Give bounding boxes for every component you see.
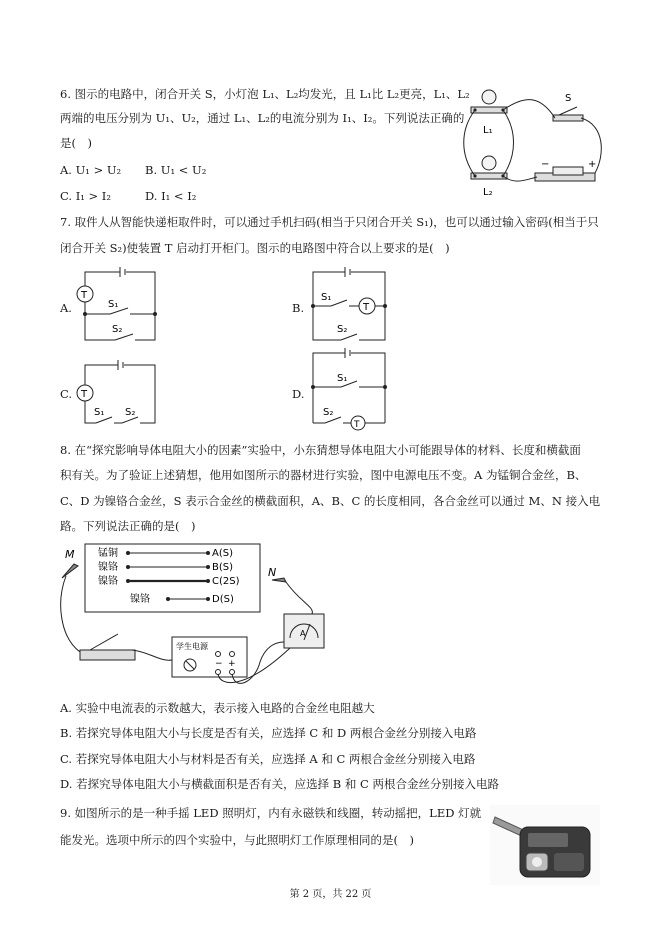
svg-text:S₁: S₁ xyxy=(94,407,105,418)
switch-s-icon xyxy=(553,107,583,121)
clip-m-icon xyxy=(62,564,78,578)
q7-circuit-a xyxy=(70,262,170,347)
q8-option-a: A. 实验中电流表的示数越大，表示接入电路的合金丝电阻越大 xyxy=(60,701,375,715)
q7-circuit-d xyxy=(303,345,398,435)
label-l1: L₁ xyxy=(483,125,493,136)
q8-option-b: B. 若探究导体电阻大小与长度是否有关，应选择 C 和 D 两根合金丝分别接入电路 xyxy=(60,726,477,740)
wire-c-material: 镍铬 xyxy=(98,576,118,587)
q6-circuit-figure xyxy=(455,85,615,200)
svg-text:S₂: S₂ xyxy=(323,407,334,418)
q6-stem-line1: 6. 图示的电路中，闭合开关 S，小灯泡 L₁、L₂均发光，且 L₁比 L₂更亮，L₁、L₂ xyxy=(60,87,470,101)
label-l2: L₂ xyxy=(483,187,493,198)
battery-plus: + xyxy=(588,159,597,170)
q6-option-a: A. U₁ > U₂ xyxy=(60,163,122,177)
wire-a-material: 锰铜 xyxy=(98,548,118,559)
q7-option-b: B. xyxy=(292,301,305,315)
q9-stem-line1: 9. 如图所示的是一种手摇 LED 照明灯，内有永磁铁和线圈，转动摇把，LED 灯就 xyxy=(60,806,482,820)
svg-text:T: T xyxy=(354,420,360,430)
q9-stem-line2: 能发光。选项中所示的四个实验中，与此照明灯工作原理相同的是( ) xyxy=(60,833,414,847)
q6-option-c: C. I₁ > I₂ xyxy=(60,189,111,203)
q6-option-b: B. U₁ < U₂ xyxy=(145,163,207,177)
svg-text:T: T xyxy=(81,290,88,301)
q6-option-d: D. I₁ < I₂ xyxy=(145,189,197,203)
svg-text:T: T xyxy=(81,389,88,400)
svg-text:S₂: S₂ xyxy=(125,407,136,418)
battery-minus: − xyxy=(541,159,550,170)
q7-option-c: C. xyxy=(60,387,73,401)
q6-stem-line3: 是( ) xyxy=(60,136,92,150)
power-plus: + xyxy=(228,659,236,669)
svg-text:S₂: S₂ xyxy=(337,324,348,335)
svg-text:T: T xyxy=(363,302,370,313)
q8-experiment-figure xyxy=(60,542,350,692)
led-flashlight-photo xyxy=(490,805,600,885)
q7-stem-line2: 闭合开关 S₂)使装置 T 启动打开柜门。图示的电路图中符合以上要求的是( ) xyxy=(60,241,450,255)
q8-stem-line3: C、D 为镍铬合金丝，S 表示合金丝的横截面积，A、B、C 的长度相同，各合金丝可以通过 M、N 接入电 xyxy=(60,494,601,508)
clip-m-label: M xyxy=(65,548,75,561)
wire-d-label: D(S) xyxy=(212,594,234,605)
q8-stem-line1: 8. 在“探究影响导体电阻大小的因素”实验中，小东猜想导体电阻大小可能跟导体的材料、长度和横截面 xyxy=(60,443,581,457)
label-s: S xyxy=(565,93,572,104)
switch-icon xyxy=(80,634,135,660)
svg-text:S₂: S₂ xyxy=(112,324,123,335)
q7-circuit-c xyxy=(70,355,170,430)
wire-b-material: 镍铬 xyxy=(98,562,118,573)
wire-c-label: C(2S) xyxy=(212,576,240,587)
q7-option-a: A. xyxy=(60,301,72,315)
svg-text:S₁: S₁ xyxy=(108,299,119,310)
wire-d-material: 镍铬 xyxy=(130,594,150,605)
q6-stem-line2: 两端的电压分别为 U₁、U₂，通过 L₁、L₂的电流分别为 I₁、I₂。下列说法正确的 xyxy=(60,111,465,125)
clip-n-label: N xyxy=(268,566,277,579)
q7-stem-line1: 7. 取件人从智能快递柜取件时，可以通过手机扫码(相当于只闭合开关 S₁)，也可以通过输入密码(相当于只 xyxy=(60,215,599,229)
power-supply-label: 学生电源 xyxy=(176,642,208,651)
power-minus: − xyxy=(215,659,223,669)
svg-text:S₁: S₁ xyxy=(337,373,348,384)
page-footer: 第 2 页，共 22 页 xyxy=(289,889,372,900)
lamp-l1-icon xyxy=(471,90,507,113)
ammeter-label: A xyxy=(300,629,306,638)
q7-circuit-b xyxy=(303,262,398,347)
q7-option-d: D. xyxy=(292,387,305,401)
q8-option-c: C. 若探究导体电阻大小与材料是否有关，应选择 A 和 C 两根合金丝分别接入电路 xyxy=(60,752,476,766)
q8-stem-line4: 路。下列说法正确的是( ) xyxy=(60,519,196,533)
lamp-l2-icon xyxy=(471,156,507,179)
wire-b-label: B(S) xyxy=(212,562,234,573)
wire-a-label: A(S) xyxy=(212,548,233,559)
q8-option-d: D. 若探究导体电阻大小与横截面积是否有关，应选择 B 和 C 两根合金丝分别接入电路 xyxy=(60,777,499,791)
q8-stem-line2: 积有关。为了验证上述猜想，他用如图所示的器材进行实验，图中电源电压不变。A 为锰铜合金丝，B、 xyxy=(60,468,587,482)
svg-text:S₁: S₁ xyxy=(321,292,332,303)
